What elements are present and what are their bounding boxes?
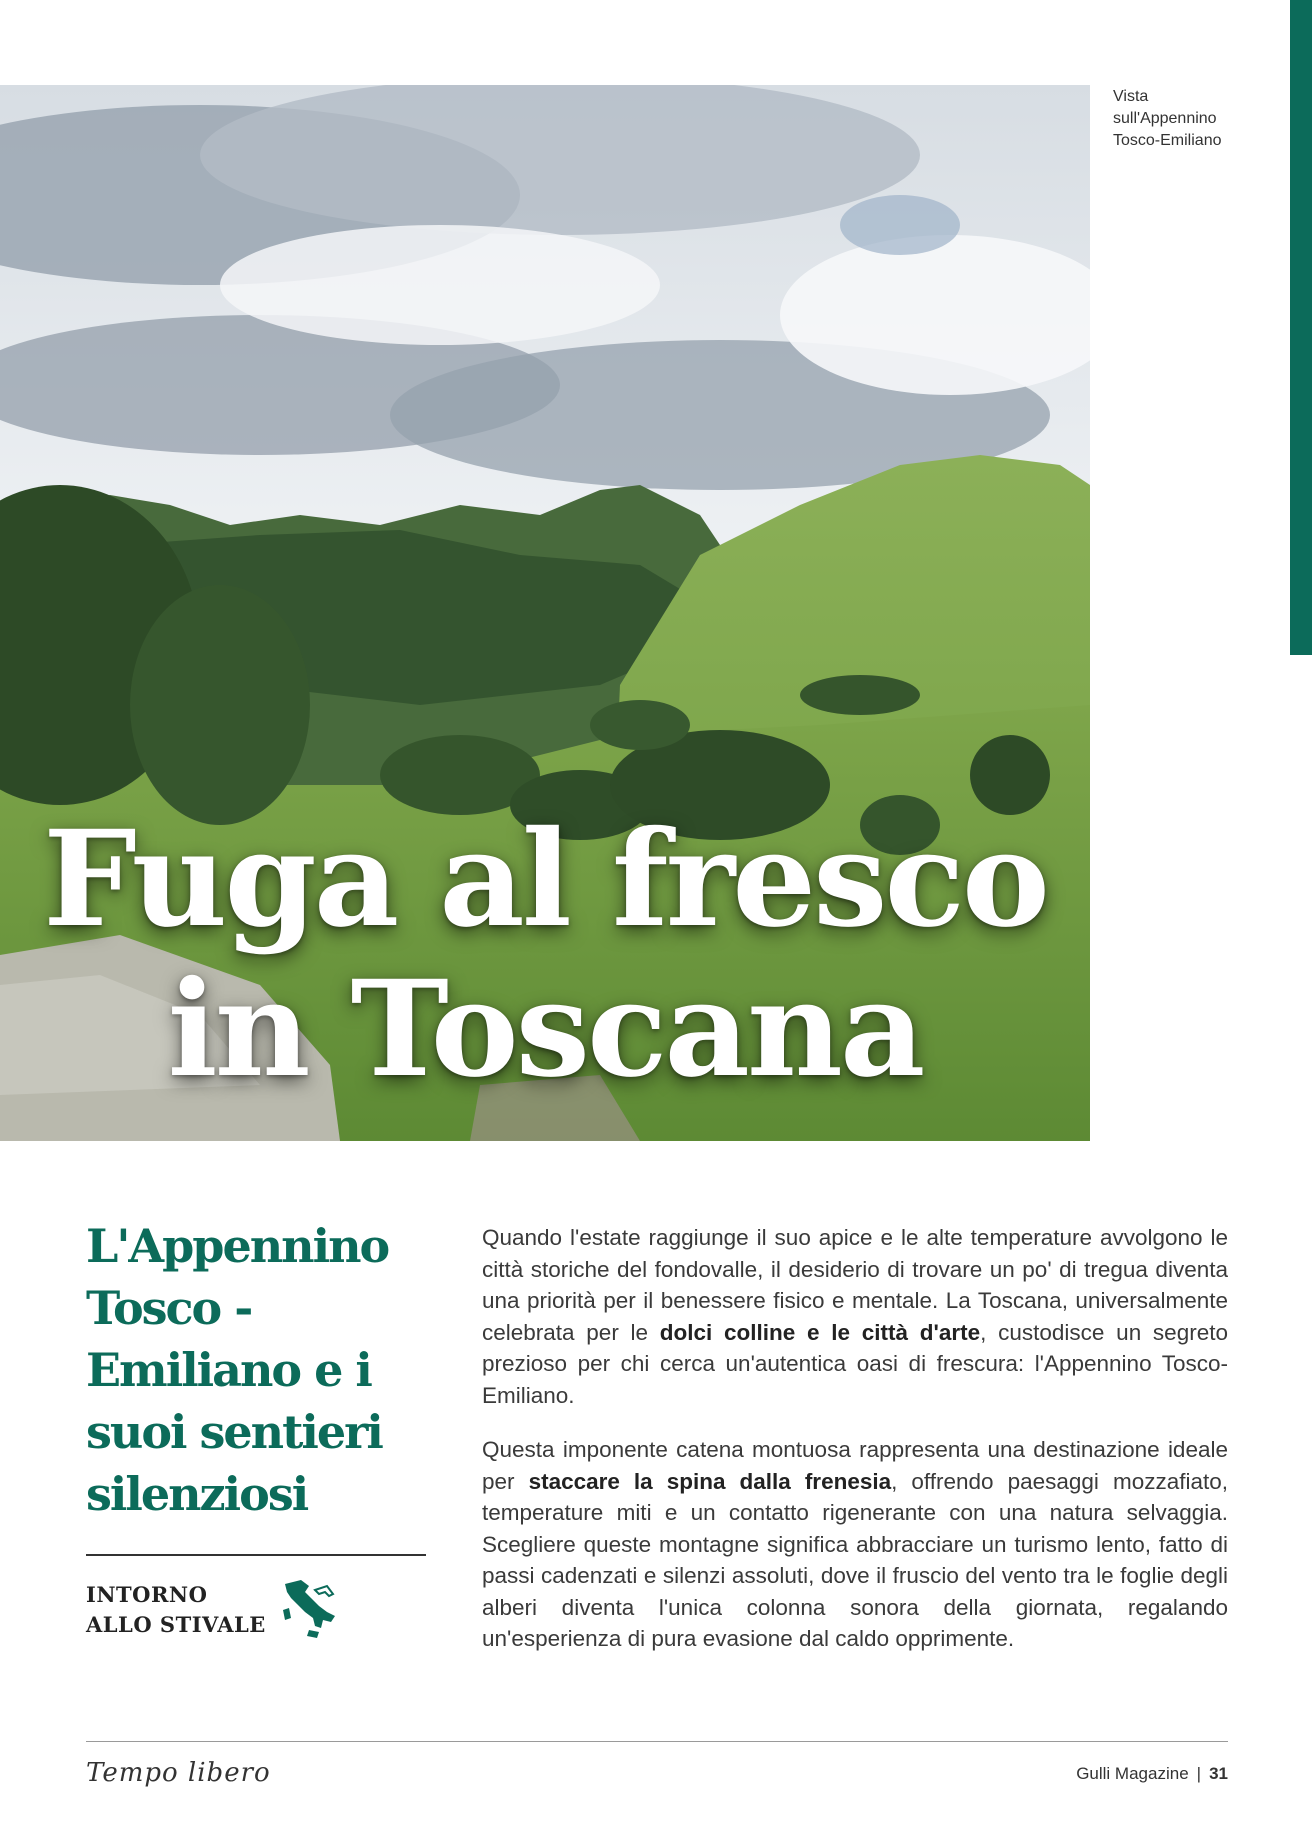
magazine-name: Gulli Magazine bbox=[1076, 1764, 1189, 1783]
photo-caption bbox=[1113, 86, 1283, 152]
subtitle-line: Emiliano e i bbox=[86, 1343, 371, 1397]
body-text-run: Quando l'estate raggiunge il suo apice e le alte temperature avvolgono le città storiche del fondovalle, il desiderio di trovare un po' di tregua diventa una priorità per il benessere fisico e mentale. La Toscana, universalmente celebrata per le bbox=[482, 1225, 1228, 1345]
subtitle-line: silenziosi bbox=[86, 1467, 308, 1521]
footer-page-info bbox=[900, 1764, 1228, 1784]
subtitle-line: suoi sentieri bbox=[86, 1405, 382, 1459]
article-body bbox=[482, 1222, 1228, 1678]
body-paragraph-1 bbox=[482, 1222, 1228, 1411]
footer-divider bbox=[86, 1741, 1228, 1742]
section-label bbox=[86, 1580, 266, 1640]
section-label-line: ALLO STIVALE bbox=[86, 1612, 266, 1637]
caption-line: sull'Appennino bbox=[1113, 110, 1217, 127]
side-accent-tab bbox=[1290, 0, 1312, 655]
headline-line-1: Fuga al fresco bbox=[43, 802, 1047, 957]
page-number: 31 bbox=[1209, 1764, 1228, 1783]
body-text-run: , custodisce un segreto prezioso per chi cerca un'autentica oasi di frescura: l'Appennino Tosco-Emiliano. bbox=[482, 1319, 1228, 1408]
subtitle-line: L'Appennino bbox=[86, 1219, 389, 1273]
subtitle-divider bbox=[86, 1554, 426, 1556]
italy-map-icon bbox=[275, 1576, 341, 1642]
body-highlight: dolci colline e le città d'arte bbox=[659, 1319, 981, 1345]
footer-section-name: Tempo libero bbox=[86, 1758, 271, 1788]
caption-line: Vista bbox=[1113, 88, 1149, 105]
caption-line: Tosco-Emiliano bbox=[1113, 132, 1222, 149]
subtitle-line: Tosco - bbox=[86, 1281, 252, 1335]
section-label-line: INTORNO bbox=[86, 1582, 208, 1607]
headline-line-2: in Toscana bbox=[167, 952, 923, 1107]
article-headline bbox=[0, 802, 1090, 1107]
body-text-run: Questa imponente catena montuosa rappresenta una destinazione ideale per bbox=[482, 1437, 1228, 1494]
body-paragraph-2 bbox=[482, 1434, 1228, 1655]
body-text-run: , offrendo paesaggi mozzafiato, temperature miti e un contatto rigenerante con una natura selvaggia. Scegliere queste montagne significa abbracciare un turismo lento, fatto di passi cadenzati e silenzi assoluti, dove il fruscio del vento tra le foglie degli alberi diventa l'unica colonna sonora della giornata, regalando un'esperienza di pura evasione dal caldo opprimente. bbox=[482, 1468, 1229, 1651]
body-highlight: staccare la spina dalla frenesia bbox=[528, 1468, 892, 1494]
footer-separator: | bbox=[1196, 1764, 1202, 1783]
article-subtitle bbox=[86, 1215, 426, 1525]
